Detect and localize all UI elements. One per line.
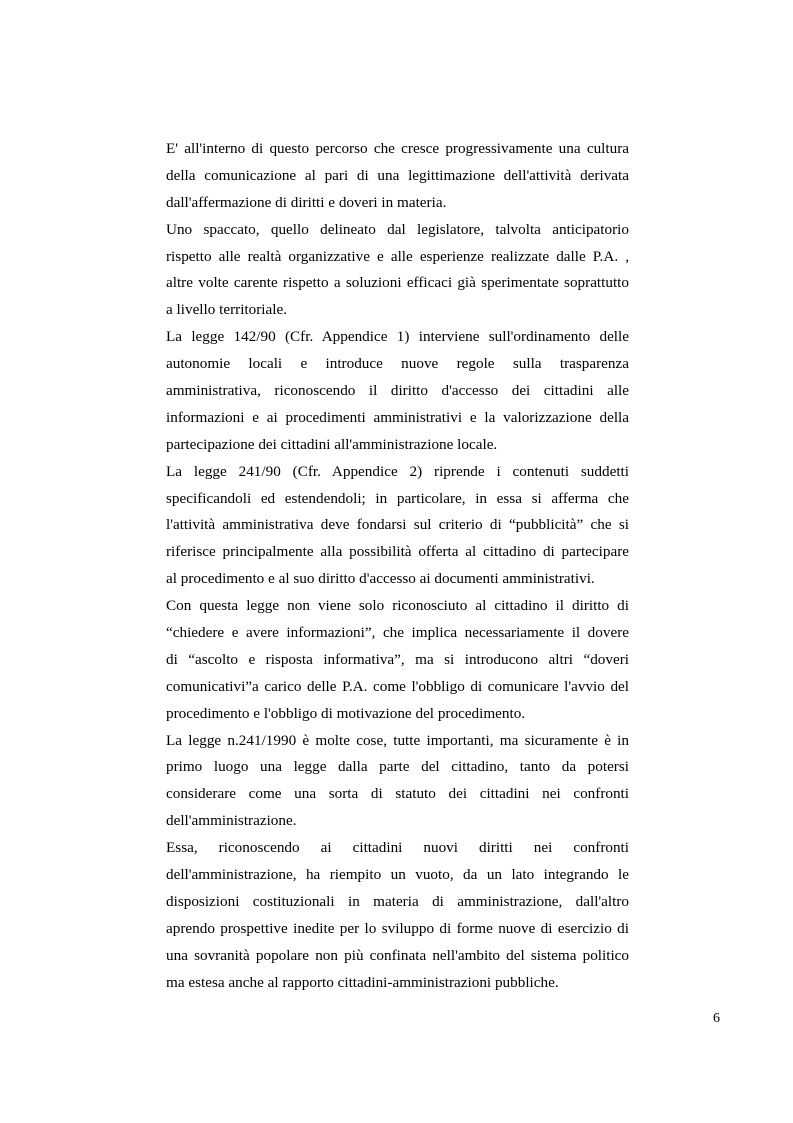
- body-text: [166, 136, 629, 997]
- text-line: dall'affermazione di diritti e doveri in materia.: [166, 193, 447, 211]
- text-line: al procedimento e al suo diritto d'accesso ai documenti amministrativi.: [166, 570, 595, 588]
- text-line: comunicativi”a carico delle P.A. come l'obbligo di comunicare l'avvio del: [166, 677, 629, 695]
- text-line: altre volte carente rispetto a soluzioni efficaci già sperimentate soprattutto: [166, 274, 629, 292]
- text-line: specificandoli ed estendendoli; in particolare, in essa si afferma che: [166, 489, 629, 507]
- text-line: ma estesa anche al rapporto cittadini-amministrazioni pubbliche.: [166, 973, 559, 991]
- text-line: primo luogo una legge dalla parte del cittadino, tanto da potersi: [166, 758, 629, 776]
- text-line: Con questa legge non viene solo riconosciuto al cittadino il diritto di: [166, 597, 629, 615]
- text-line: una sovranità popolare non più confinata nell'ambito del sistema politico: [166, 946, 629, 964]
- text-line: riferisce principalmente alla possibilità offerta al cittadino di partecipare: [166, 543, 629, 561]
- paragraph-5: [166, 593, 629, 727]
- page-number: 6: [713, 1011, 720, 1026]
- text-line: aprendo prospettive inedite per lo sviluppo di forme nuove di esercizio di: [166, 919, 629, 937]
- text-line: disposizioni costituzionali in materia di amministrazione, dall'altro: [166, 892, 629, 910]
- paragraph-4: [166, 459, 629, 593]
- text-line: di “ascolto e risposta informativa”, ma si introducono altri “doveri: [166, 650, 629, 668]
- paragraph-7: [166, 835, 629, 996]
- text-line: dell'amministrazione.: [166, 812, 297, 830]
- paragraph-3: [166, 324, 629, 458]
- text-line: amministrativa, riconoscendo il diritto d'accesso dei cittadini alle: [166, 382, 629, 400]
- text-line: partecipazione dei cittadini all'amministrazione locale.: [166, 435, 498, 453]
- text-line: informazioni e ai procedimenti amministrativi e la valorizzazione della: [166, 408, 629, 426]
- text-line: l'attività amministrativa deve fondarsi sul criterio di “pubblicità” che si: [166, 516, 629, 534]
- text-line: Essa, riconoscendo ai cittadini nuovi diritti nei confronti: [166, 839, 629, 857]
- text-line: E' all'interno di questo percorso che cresce progressivamente una cultura: [166, 140, 629, 157]
- text-line: Uno spaccato, quello delineato dal legislatore, talvolta anticipatorio: [166, 220, 629, 238]
- text-line: La legge 241/90 (Cfr. Appendice 2) riprende i contenuti suddetti: [166, 462, 629, 480]
- text-line: della comunicazione al pari di una legittimazione dell'attività derivata: [166, 166, 629, 184]
- paragraph-2: [166, 217, 629, 325]
- text-line: dell'amministrazione, ha riempito un vuoto, da un lato integrando le: [166, 866, 629, 884]
- text-line: rispetto alle realtà organizzative e alle esperienze realizzate dalle P.A. ,: [166, 247, 629, 265]
- text-line: a livello territoriale.: [166, 301, 288, 319]
- text-line: procedimento e l'obbligo di motivazione del procedimento.: [166, 704, 526, 722]
- text-line: considerare come una sorta di statuto dei cittadini nei confronti: [166, 785, 629, 803]
- text-line: La legge 142/90 (Cfr. Appendice 1) interviene sull'ordinamento delle: [166, 328, 629, 346]
- text-line: “chiedere e avere informazioni”, che implica necessariamente il dovere: [166, 624, 629, 642]
- text-line: La legge n.241/1990 è molte cose, tutte importanti, ma sicuramente è in: [166, 731, 629, 749]
- paragraph-6: [166, 728, 629, 836]
- paragraph-1: [166, 136, 629, 217]
- text-line: autonomie locali e introduce nuove regole sulla trasparenza: [166, 355, 629, 373]
